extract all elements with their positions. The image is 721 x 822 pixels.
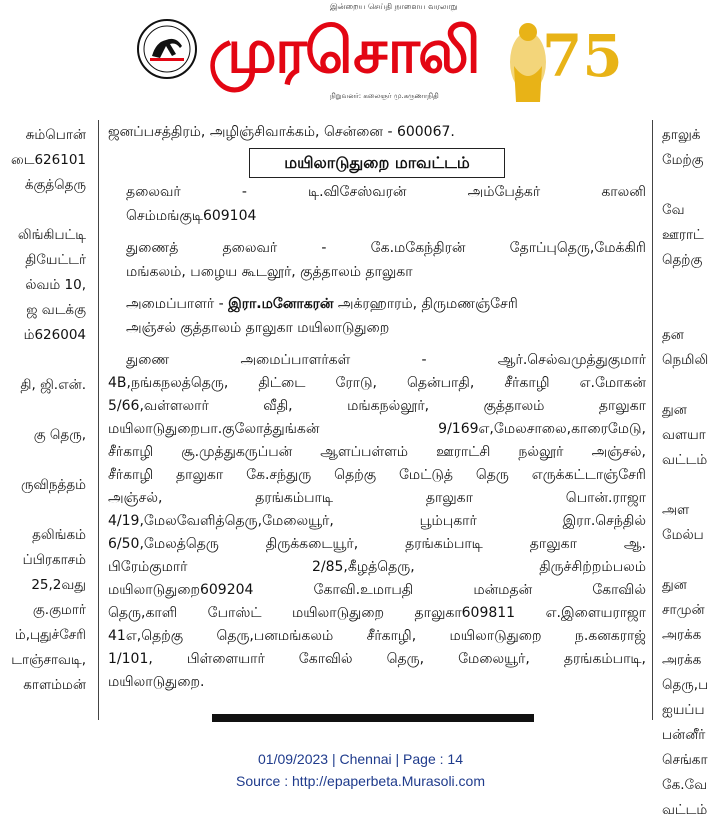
footer-date-line: 01/09/2023 | Chennai | Page : 14 <box>258 751 463 767</box>
footer-source-line: Source : http://epaperbeta.Murasoli.com <box>235 773 486 789</box>
right-column-line: சாமுன் <box>662 602 705 618</box>
left-column-line: ம்,புதுச்சேரி <box>14 627 86 643</box>
right-column-line: நெமிலி <box>662 352 709 368</box>
masthead-logo: முரசொலி <box>208 14 479 87</box>
right-column-line: கே.வே <box>662 777 708 793</box>
president-line-2: செம்மங்குடி609104 <box>126 208 257 224</box>
anniversary-number: 75 <box>542 22 623 90</box>
left-column-line: 25,2வது <box>31 577 86 593</box>
right-column-line: வே <box>662 202 685 218</box>
right-column-line: தெற்கு <box>662 252 703 268</box>
left-column-line: கு.குமார் <box>32 602 86 618</box>
right-column-line: ஊராட் <box>662 227 704 243</box>
next-section-heading-bar <box>212 714 534 722</box>
address-line: ஜனப்பசத்திரம், அழிஞ்சிவாக்கம், சென்னை - 600067. <box>108 124 455 140</box>
left-column-line: கு தெரு, <box>33 427 86 443</box>
left-column-line: தி, ஜி.என். <box>20 377 86 393</box>
left-column-line: காளம்மன் <box>23 677 86 693</box>
right-column-line: தெரு,ப <box>662 677 709 693</box>
deputy-organisers-line: மயிலாடுதுறைபா.குலோத்துங்கன் 9/169எ,மேலசாலை,காரைமேடு, <box>108 421 646 437</box>
deputy-organisers-line: சீர்காழி சூ.முத்துகருப்பன் ஆளப்பள்ளம் ஊராட்சி நல்லூர் அஞ்சல், <box>108 444 646 460</box>
left-column-line: ருவிநத்தம் <box>21 477 86 493</box>
organiser-line-1 <box>126 294 518 314</box>
masthead-founder-line: நிறுவனர்: கலைஞர் மு.கருணாநிதி <box>330 92 439 100</box>
left-column-line: ஜ வடக்கு <box>26 302 86 318</box>
left-column-line: ப்பிரகாசம் <box>22 552 86 568</box>
right-column-line: செங்கா <box>662 752 708 768</box>
right-column-line: வட்டம் <box>662 452 708 468</box>
left-column-line: டை626101 <box>10 152 86 168</box>
deputy-organisers-line: சீர்காழி தாலுகா கே.சந்துரு தெற்கு மேட்டுத் தெரு எருக்கட்டாஞ்சேரி <box>108 467 646 483</box>
anniversary-75-emblem-icon <box>500 6 623 110</box>
left-column-line: தலிங்கம் <box>32 527 86 543</box>
vice-president-line-1: துணைத் தலைவர் - கே.மகேந்திரன் தோப்புதெரு,மேக்கிரி <box>126 240 646 256</box>
right-column-line: துன <box>662 402 687 418</box>
right-column-line: அரக்க <box>662 627 702 643</box>
right-column-line: மேற்கு <box>662 152 704 168</box>
right-column-line: அரக்க <box>662 652 702 668</box>
right-column-line: துன <box>662 577 687 593</box>
organiser-label: அமைப்பாளர் - <box>126 296 224 312</box>
deputy-organisers-line: மயிலாடுதுறை. <box>108 674 205 690</box>
deputy-organisers-line: 5/66,வள்ளலார் வீதி, மங்கநல்லூர், குத்தாலம் தாலுகா <box>108 398 646 414</box>
deputy-organisers-line: 41எ,தெற்கு தெரு,பனமங்கலம் சீர்காழி, மயிலாடுதுறை ந.கனகராஜ் <box>108 628 646 644</box>
left-column-fragment <box>0 120 96 720</box>
right-column-line: வளயா <box>662 427 706 443</box>
right-column-line: மேல்ப <box>662 527 704 543</box>
deputy-organisers-line: பிரேம்குமார் 2/85,கீழத்தெரு, திருச்சிற்றம்பலம் <box>108 559 646 575</box>
right-column-line: ஐயப்ப <box>662 702 705 718</box>
left-column-line: டாஞ்சாவடி, <box>11 652 86 668</box>
right-column-fragment <box>656 120 721 818</box>
deputy-organisers-line: 4/19,மேலவேளித்தெரு,மேலையூர், பூம்புகார் இரா.செந்தில் <box>108 513 646 529</box>
party-emblem-icon <box>132 18 202 80</box>
right-column-line: வட்டம் <box>662 802 708 818</box>
left-column-line: ல்வம் 10, <box>25 277 86 293</box>
deputy-organisers-line: துணை அமைப்பாளர்கள் - ஆர்.செல்வமுத்துகுமார் <box>126 352 646 368</box>
section-heading: மயிலாடுதுறை மாவட்டம் <box>249 148 505 178</box>
organiser-line-2: அஞ்சல் குத்தாலம் தாலுகா மயிலாடுதுறை <box>126 320 390 336</box>
deputy-organisers-line: மயிலாடுதுறை609204 கோவி.உமாபதி மன்மதன் கோவில் <box>108 582 646 598</box>
president-line-1: தலைவர் - டி.விசேஸ்வரன் அம்பேத்கர் காலனி <box>126 184 646 200</box>
left-column-line: சும்பொன் <box>25 127 86 143</box>
deputy-organisers-line: 6/50,மேலத்தெரு திருக்கடையூர், தரங்கம்பாடி தாலுகா ஆ. <box>108 536 646 552</box>
masthead <box>0 0 721 118</box>
column-divider-left <box>98 120 99 720</box>
right-column-line: தன <box>662 327 684 343</box>
right-column-line: அள <box>662 502 690 518</box>
left-column-line: க்குத்தெரு <box>24 177 86 193</box>
vice-president-line-2: மங்கலம், பழைய கூடலூர், குத்தாலம் தாலுகா <box>126 264 413 280</box>
deputy-organisers-line: 1/101, பிள்ளையார் கோவில் தெரு, மேலையூர், தரங்கம்பாடி, <box>108 651 646 667</box>
deputy-organisers-line: 4B,நங்கநலத்தெரு, திட்டை ரோடு, தென்பாதி, சீர்காழி எ.மோகன் <box>108 375 646 391</box>
column-divider-right <box>652 120 653 720</box>
left-column-line: தியேட்டர் <box>25 252 86 268</box>
deputy-organisers-line: அஞ்சல், தரங்கம்பாடி தாலுகா பொன்.ராஜா <box>108 490 646 506</box>
organiser-name: இரா.மனோகரன் <box>228 296 334 312</box>
page-footer <box>0 748 721 792</box>
right-column-line: பன்னீர் <box>662 727 706 743</box>
left-column-line: ம்626004 <box>23 327 86 343</box>
right-column-line: தாலுக் <box>662 127 701 143</box>
deputy-organisers-line: தெரு,காளி போஸ்ட் மயிலாடுதுறை தாலுகா609811 எ.இளையராஜா <box>108 605 646 621</box>
masthead-tagline: இன்றைய செய்தி நாளைய வரலாறு <box>330 2 458 11</box>
left-column-line: லிங்கிபட்டி <box>17 227 86 243</box>
organiser-address: அக்ரஹாரம், திருமணஞ்சேரி <box>337 296 518 312</box>
